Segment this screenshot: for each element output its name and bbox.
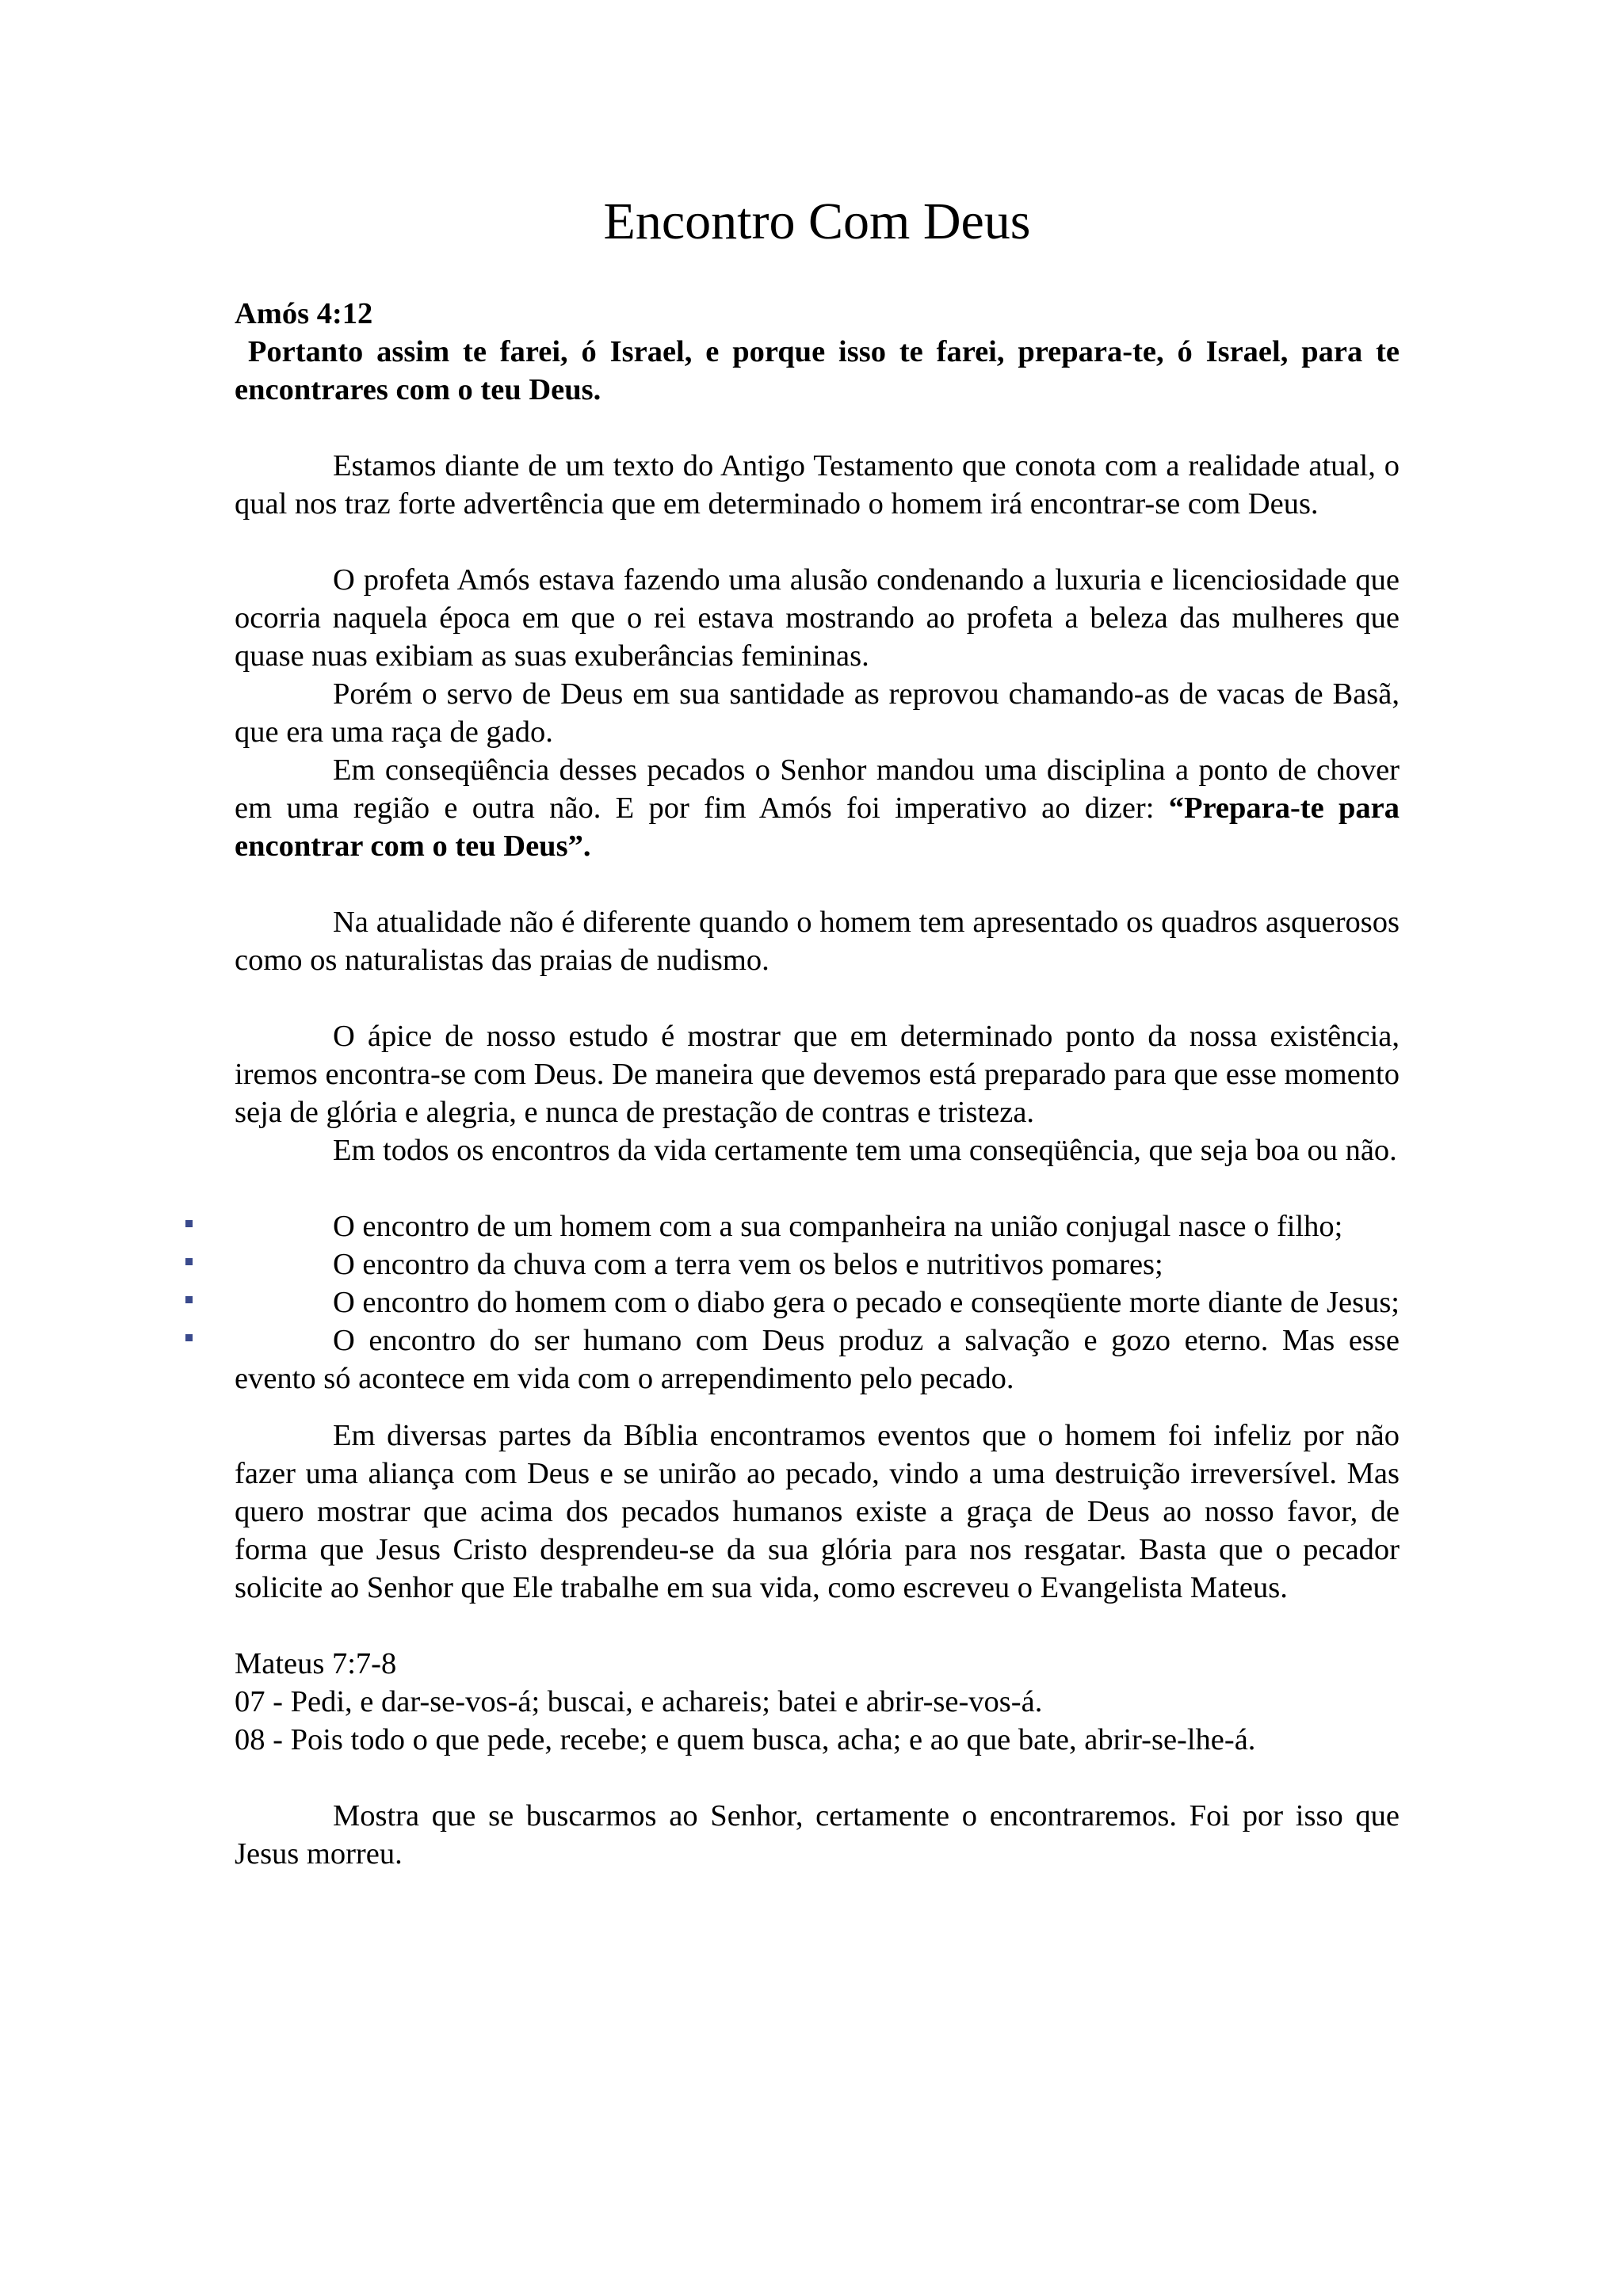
paragraph-2: O profeta Amós estava fazendo uma alusão condenando a luxuria e licenciosidade que ocorria naquela época em que o rei estava mostrando ao profeta a beleza das mulheres que quase nuas exibiam as suas exuberâncias femininas. bbox=[235, 563, 1400, 673]
paragraph-9: Mostra que se buscarmos ao Senhor, certamente o encontraremos. Foi por isso que Jesus morreu. bbox=[235, 1799, 1400, 1871]
paragraph-4 bbox=[235, 751, 1400, 865]
paragraph-5: Na atualidade não é diferente quando o homem tem apresentado os quadros asquerosos como os naturalistas das praias de nudismo. bbox=[235, 906, 1400, 977]
page-title: Encontro Com Deus bbox=[603, 193, 1031, 250]
list-item-text: O encontro de um homem com a sua companheira na união conjugal nasce o filho; bbox=[333, 1210, 1343, 1243]
paragraph-4-bold: “Prepara-te para encontrar com o teu Deus”. bbox=[235, 791, 1400, 863]
verse-reference: Amós 4:12 bbox=[235, 297, 373, 330]
list-item bbox=[235, 1207, 1400, 1245]
paragraph-3: Porém o servo de Deus em sua santidade as reprovou chamando-as de vacas de Basã, que era uma raça de gado. bbox=[235, 677, 1400, 749]
quote-reference: Mateus 7:7-8 bbox=[235, 1647, 397, 1680]
square-bullet-icon bbox=[185, 1334, 193, 1341]
quote-line-2: 08 - Pois todo o que pede, recebe; e quem busca, acha; e ao que bate, abrir-se-lhe-á. bbox=[235, 1723, 1256, 1756]
list-item-text: O encontro do homem com o diabo gera o pecado e conseqüente morte diante de Jesus; bbox=[333, 1286, 1400, 1319]
paragraph-1: Estamos diante de um texto do Antigo Testamento que conota com a realidade atual, o qual nos traz forte advertência que em determinado o homem irá encontrar-se com Deus. bbox=[235, 449, 1400, 521]
list-item bbox=[235, 1245, 1400, 1283]
document-page bbox=[235, 190, 1407, 1873]
paragraph-7: Em todos os encontros da vida certamente tem uma conseqüência, que seja boa ou não. bbox=[333, 1134, 1397, 1167]
quote-line-1: 07 - Pedi, e dar-se-vos-á; buscai, e achareis; batei e abrir-se-vos-á. bbox=[235, 1685, 1043, 1718]
verse-text: Portanto assim te farei, ó Israel, e porque isso te farei, prepara-te, ó Israel, para te encontrares com o teu Deus. bbox=[235, 335, 1407, 406]
list-item bbox=[235, 1322, 1400, 1398]
paragraph-4-text: Em conseqüência desses pecados o Senhor mandou uma disciplina a ponto de chover em uma região e outra não. E por fim Amós foi imperativo ao dizer: bbox=[235, 753, 1400, 825]
square-bullet-icon bbox=[185, 1220, 193, 1227]
bullet-list bbox=[235, 1207, 1400, 1398]
list-item-text: O encontro da chuva com a terra vem os belos e nutritivos pomares; bbox=[333, 1248, 1163, 1281]
paragraph-8: Em diversas partes da Bíblia encontramos eventos que o homem foi infeliz por não fazer uma aliança com Deus e se unirão ao pecado, vindo a uma destruição irreversível. Mas quero mostrar que acima dos pecados humanos existe a graça de Deus ao nosso favor, de forma que Jesus Cristo desprendeu-se da sua glória para nos resgatar. Basta que o pecador solicite ao Senhor que Ele trabalhe em sua vida, como escreveu o Evangelista Mateus. bbox=[235, 1419, 1400, 1604]
paragraph-6: O ápice de nosso estudo é mostrar que em determinado ponto da nossa existência, iremos encontra-se com Deus. De maneira que devemos está preparado para que esse momento seja de glória e alegria, e nunca de prestação de contras e tristeza. bbox=[235, 1020, 1400, 1129]
list-item bbox=[235, 1283, 1400, 1322]
list-item-text: O encontro do ser humano com Deus produz a salvação e gozo eterno. Mas esse evento só acontece em vida com o arrependimento pelo pecado. bbox=[235, 1324, 1400, 1395]
square-bullet-icon bbox=[185, 1258, 193, 1265]
square-bullet-icon bbox=[185, 1296, 193, 1303]
